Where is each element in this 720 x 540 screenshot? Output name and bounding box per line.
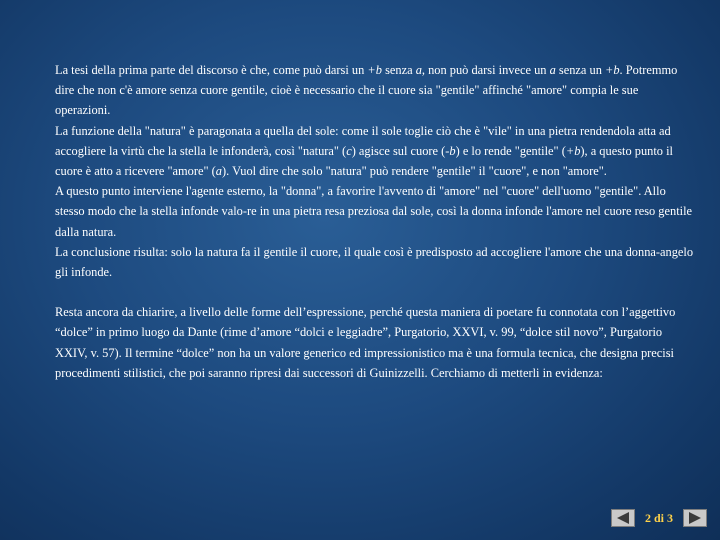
text-run: ) e lo rende "gentile" ( xyxy=(455,143,566,158)
text-run: . Potremmo dire che non c'è amore senza cuore gentile, cioè è necessario che il cuore sia "gentile" affinché "amore" compia le sue operazioni. xyxy=(55,63,678,118)
text-run: La funzione della "natura" è paragonata a quella del sole: come il sole toglie ciò che è "vile" in una pietra rendendola atta ad accogliere la virtù che la stella le infonderà, così "natura" ( xyxy=(55,123,671,158)
text-run: A questo punto interviene l'agente esterno, la "donna", a favorire l'avvento di "amore" nel "cuore" dell'uomo "gentile". Allo stesso modo che la stella infonde valo-re in una pietra resa preziosa dal sole, così la donna infonde l'amore nel cuore reso gentile dalla natura. xyxy=(55,184,693,239)
text-run: , non può darsi invece un xyxy=(421,63,550,77)
next-slide-button[interactable] xyxy=(683,509,707,527)
paragraph-p3 xyxy=(55,181,695,242)
text-run: senza un xyxy=(555,63,605,77)
triangle-right-icon xyxy=(689,512,701,524)
italic-symbol: a xyxy=(549,63,556,77)
text-run: La conclusione risulta: solo la natura fa il gentile il cuore, il quale così è predisposto ad accogliere l'amore che una donna-angelo gli infonde. xyxy=(55,244,694,280)
text-run: La tesi della prima parte del discorso è che, come può darsi un xyxy=(55,63,368,77)
text-run: ) agisce sul cuore ( xyxy=(351,143,446,158)
italic-symbol: c xyxy=(346,143,352,158)
slide-text xyxy=(55,60,695,383)
paragraph-gap xyxy=(55,282,695,302)
slide-navigation xyxy=(611,508,707,528)
triangle-left-icon xyxy=(617,512,629,524)
italic-symbol: +b xyxy=(367,63,382,77)
paragraph-p4 xyxy=(55,242,695,282)
prev-slide-button[interactable] xyxy=(611,509,635,527)
italic-symbol: a xyxy=(415,63,422,77)
italic-symbol: +b xyxy=(565,143,581,158)
paragraph-p2 xyxy=(55,121,695,182)
text-run: ), a questo punto il cuore è atto a ricevere "amore" ( xyxy=(55,143,673,179)
text-run: senza xyxy=(381,63,416,77)
text-run: ). Vuol dire che solo "natura" può rendere "gentile" il "cuore", e non "amore". xyxy=(221,164,607,179)
paragraph-p1 xyxy=(55,60,695,121)
italic-symbol: -b xyxy=(445,143,456,158)
italic-symbol: +b xyxy=(604,63,620,77)
paragraph-p5 xyxy=(55,302,695,383)
text-run: Resta ancora da chiarire, a livello delle forme dell’espressione, perché questa maniera di poetare fu connotata con l’aggettivo “dolce” in primo luogo da Dante (rime d’amore “dolci e leggiadre”, Purgatorio, XXVI, v. 99, “dolce stil novo”, Purgatorio XXIV, v. 57). Il termine “dolce” non ha un valore generico ed impressionistico ma è una formula tecnica, che designa precisi procedimenti stilistici, che poi saranno ripresi dai successori di Guinizzelli. Cerchiamo di metterli in evidenza: xyxy=(55,305,676,380)
italic-symbol: a xyxy=(215,164,222,179)
page-indicator: 2 di 3 xyxy=(644,510,673,525)
